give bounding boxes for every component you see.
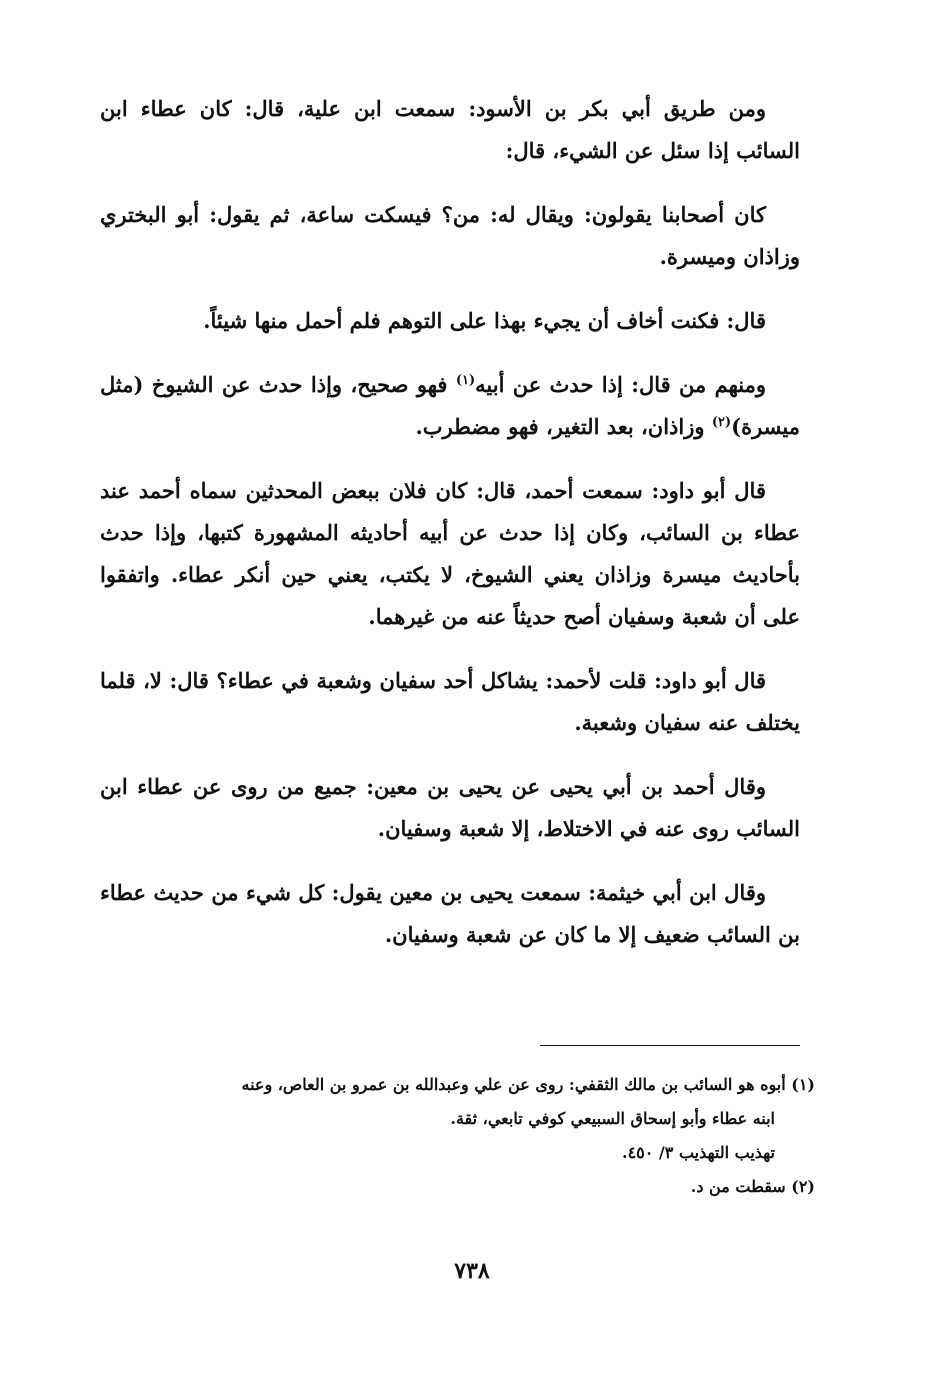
paragraph-1: ومن طريق أبي بكر بن الأسود: سمعت ابن علية، قال: كان عطاء ابن السائب إذا سئل عن الشيء، قال:: [100, 96, 800, 163]
footnote-divider: [540, 1045, 800, 1046]
paragraph-4-part-3: وزاذان، بعد التغير، فهو مضطرب.: [415, 414, 712, 439]
footnote-ref-2[interactable]: (٢): [711, 415, 732, 430]
paragraph-4: [100, 364, 800, 448]
paragraph-8: وقال ابن أبي خيثمة: سمعت يحيى بن معين يقول: كل شيء من حديث عطاء بن السائب ضعيف إلا ما كان عن شعبة وسفيان.: [100, 880, 800, 947]
footnote-1-source: تهذيب التهذيب ٣/ ٤٥٠.: [622, 1143, 775, 1162]
page-number: ٧٣٨: [454, 1258, 490, 1284]
footnote-1: (١) أبوه هو السائب بن مالك الثقفي: روى عن علي وعبدالله بن عمرو بن العاص، وعنه: [241, 1075, 815, 1094]
main-text: [100, 88, 800, 978]
footnote-1-continuation: ابنه عطاء وأبو إسحاق السبيعي كوفي تابعي، ثقة.: [450, 1109, 775, 1128]
paragraph-6: قال أبو داود: قلت لأحمد: يشاكل أحد سفيان وشعبة في عطاء؟ قال: لا، قلما يختلف عنه سفيان وشعبة.: [100, 668, 800, 735]
paragraph-3: قال: فكنت أخاف أن يجيء بهذا على التوهم فلم أحمل منها شيئاً.: [203, 308, 766, 333]
footnote-ref-1[interactable]: (١): [455, 373, 476, 388]
footnote-2: (٢) سقطت من د.: [690, 1177, 815, 1196]
paragraph-7: وقال أحمد بن أبي يحيى عن يحيى بن معين: جميع من روى عن عطاء ابن السائب روى عنه في الاختلاط، إلا شعبة وسفيان.: [100, 774, 800, 841]
paragraph-2: كان أصحابنا يقولون: ويقال له: من؟ فيسكت ساعة، ثم يقول: أبو البختري وزاذان وميسرة.: [100, 202, 800, 269]
paragraph-4-part-1: ومنهم من قال: إذا حدث عن أبيه: [475, 372, 767, 397]
paragraph-4-part-2: فهو صحيح، وإذا حدث عن الشيوخ (مثل ميسرة): [100, 372, 800, 439]
footnotes: [100, 1068, 815, 1204]
paragraph-5: قال أبو داود: سمعت أحمد، قال: كان فلان ببعض المحدثين سماه أحمد عند عطاء بن السائب، وكان إذا حدث عن أبيه أحاديثه المشهورة كتبها، وإذا حدث بأحاديث ميسرة وزاذان يعني الشيوخ، لا يكتب، يعني حين أنكر عطاء. واتفقوا على أن شعبة وسفيان أصح حديثاً عنه من غيرهما.: [100, 478, 800, 629]
